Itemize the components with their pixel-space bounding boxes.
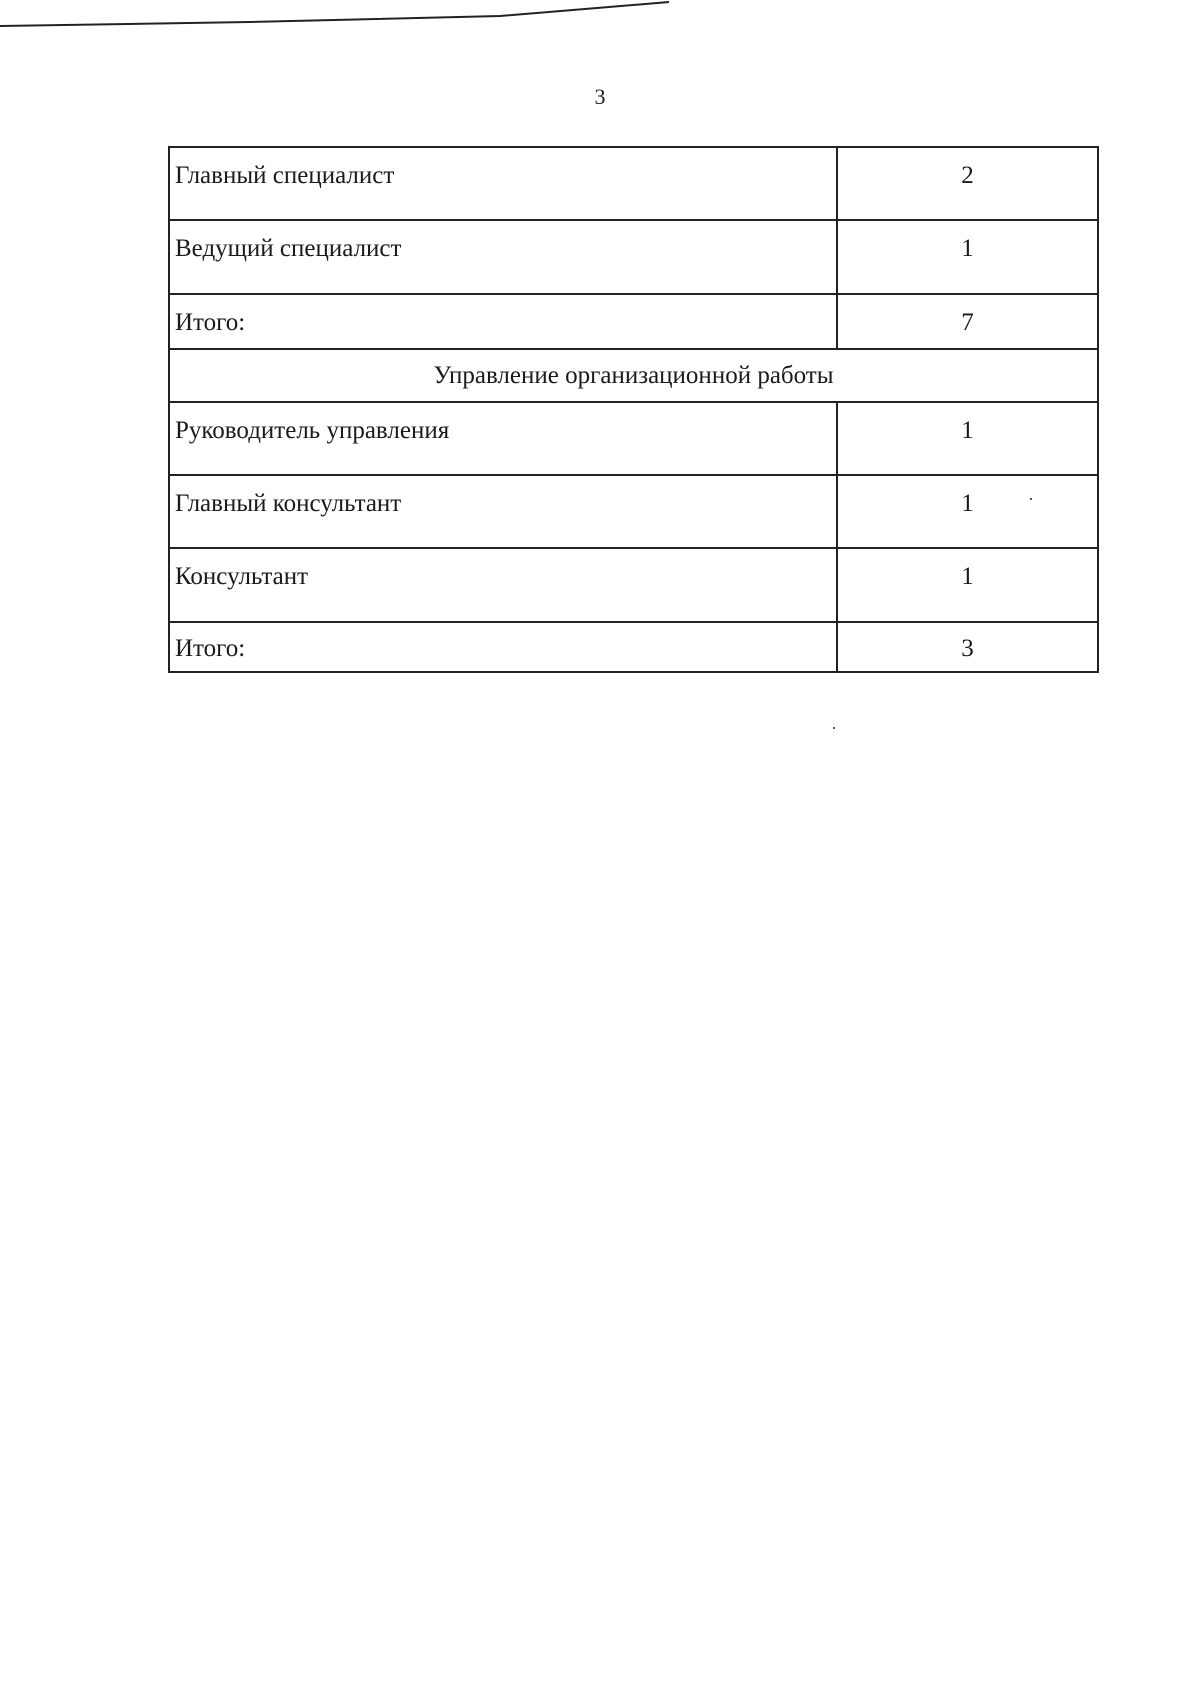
position-name: Главный специалист — [169, 147, 837, 220]
section-title: Управление организационной работы — [169, 349, 1098, 402]
position-name: Руководитель управления — [169, 402, 837, 475]
scan-speck — [833, 727, 835, 729]
table-row — [169, 147, 1098, 220]
table-row — [169, 475, 1098, 548]
section-header-row — [169, 349, 1098, 402]
scan-edge-line — [0, 0, 1200, 30]
total-label: Итого: — [169, 294, 837, 349]
page-number: 3 — [594, 84, 606, 109]
position-count: 1 — [837, 402, 1098, 475]
position-count: 1 — [837, 548, 1098, 622]
staffing-table — [168, 146, 1099, 673]
total-label: Итого: — [169, 622, 837, 672]
table-row — [169, 402, 1098, 475]
total-row — [169, 294, 1098, 349]
table-row — [169, 220, 1098, 294]
total-row — [169, 622, 1098, 672]
position-count: 1 — [837, 220, 1098, 294]
total-count: 7 — [837, 294, 1098, 349]
position-count: 2 — [837, 147, 1098, 220]
scan-speck — [1030, 498, 1032, 500]
position-count: 1 — [837, 475, 1098, 548]
position-name: Главный консультант — [169, 475, 837, 548]
position-name: Консультант — [169, 548, 837, 622]
total-count: 3 — [837, 622, 1098, 672]
position-name: Ведущий специалист — [169, 220, 837, 294]
table-row — [169, 548, 1098, 622]
